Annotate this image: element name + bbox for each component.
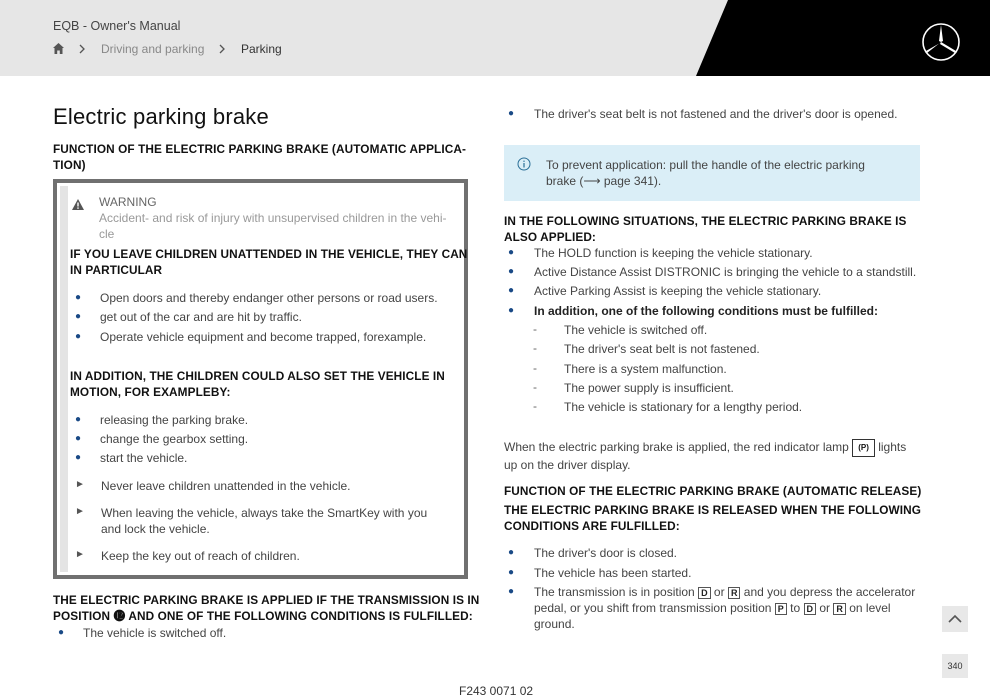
bullet-dot: ● [508,547,515,558]
breadcrumb-parking: Parking [241,42,282,56]
bullet-dot: ● [58,627,65,638]
list-item-transmission: The transmission is in position D or R and you depress the accelerator pedal, or you shift from transmission position P to D or R on level ground. [534,585,916,631]
list-item: The vehicle is switched off. [83,626,227,640]
page-title: Electric parking brake [53,104,269,129]
dash-marker: - [533,322,537,336]
section-heading-automatic-release: FUNCTION OF THE ELECTRIC PARKING BRAKE (AUTOMATIC RELEASE) [504,484,922,498]
dash-marker: - [533,399,537,413]
section-subheading-released: THE ELECTRIC PARKING BRAKE IS RELEASED WHEN THE FOLLOWING CONDITIONS ARE FULFILLED: [504,503,922,533]
section-heading-also-applied: IN THE FOLLOWING SITUATIONS, THE ELECTRIC PARKING BRAKE IS ALSO APPLIED: [504,214,907,244]
condition-item: The vehicle is switched off. [564,323,708,337]
condition-item: The power supply is insufficient. [564,381,734,395]
list-item: change the gearbox setting. [100,432,249,446]
manual-title: EQB - Owner's Manual [53,19,181,33]
list-item-bold: In addition, one of the following conditions must be fulfilled: [534,304,878,318]
chevron-right-icon [79,44,85,54]
scroll-to-top-button[interactable] [942,606,968,632]
action-item: When leaving the vehicle, always take the SmartKey with you and lock the vehicle. [101,506,428,536]
figure-code: F243 0071 02 [459,684,534,698]
warning-subheading-motion: IN ADDITION, THE CHILDREN COULD ALSO SET THE VEHICLE IN MOTION, FOR EXAMPLEBY: [70,369,445,399]
list-item: start the vehicle. [100,451,188,465]
indicator-lamp-paragraph: When the electric parking brake is applied, the red indicator lamp (P) lights up on the driver display. [504,440,907,472]
bullet-dot: ● [508,247,515,258]
gear-d-key: D [804,603,817,615]
condition-item: There is a system malfunction. [564,362,727,376]
header-bar [0,0,990,76]
action-arrow-icon: ► [75,479,85,490]
gear-p-key: P [775,603,787,615]
condition-item: The driver's seat belt is not fastened. [564,342,760,356]
page-number-button[interactable]: 340 [942,654,968,678]
bullet-dot: ● [75,414,82,425]
list-item: The vehicle has been started. [534,566,692,580]
gear-r-key: R [833,603,846,615]
bullet-dot: ● [508,285,515,296]
info-text[interactable]: To prevent application: pull the handle of the electric parking brake (⟶ page 341). [546,158,865,188]
bullet-dot: ● [75,331,82,342]
list-item: releasing the parking brake. [100,413,249,427]
mercedes-star-logo[interactable] [921,22,961,62]
gear-r-key: R [728,587,741,599]
bullet-dot: ● [508,567,515,578]
breadcrumb-driving-and-parking[interactable]: Driving and parking [101,42,205,56]
warning-subheading-unattended: IF YOU LEAVE CHILDREN UNATTENDED IN THE VEHICLE, THEY CAN IN PARTICULAR [70,247,468,277]
dash-marker: - [533,341,537,355]
condition-item: The vehicle is stationary for a lengthy period. [564,400,803,414]
warning-text: Accident- and risk of injury with unsupervised children in the vehi- cle [99,211,447,241]
bullet-dot: ● [75,452,82,463]
dash-marker: - [533,380,537,394]
list-item: Operate vehicle equipment and become trapped, forexample. [100,330,427,344]
list-item: The driver's seat belt is not fastened and the driver's door is opened. [534,107,898,121]
bullet-dot: ● [508,305,515,316]
bullet-dot: ● [508,266,515,277]
action-arrow-icon: ► [75,506,85,517]
bullet-dot: ● [75,292,82,303]
warning-triangle-icon [71,198,85,211]
parking-brake-lamp-icon: (P) [852,439,875,457]
section-heading-automatic-application: FUNCTION OF THE ELECTRIC PARKING BRAKE (AUTOMATIC APPLICA- TION) [53,142,466,172]
list-item: Open doors and thereby endanger other persons or road users. [100,291,438,305]
bullet-dot: ● [75,311,82,322]
list-item: The driver's door is closed. [534,546,678,560]
bullet-dot: ● [75,433,82,444]
bullet-dot: ● [508,586,515,597]
chevron-right-icon [219,44,225,54]
dash-marker: - [533,361,537,375]
section-heading-transmission: THE ELECTRIC PARKING BRAKE IS APPLIED IF THE TRANSMISSION IS IN POSITION ⓬ AND ONE OF THE FOLLOWING CONDITIONS IS FULFILLED: [53,593,480,623]
home-icon[interactable] [52,42,65,55]
warning-label: WARNING [99,195,157,209]
info-icon [517,157,531,171]
gear-d-key: D [698,587,711,599]
action-arrow-icon: ► [75,549,85,560]
list-item: Active Distance Assist DISTRONIC is bringing the vehicle to a standstill. [534,265,917,279]
list-item: The HOLD function is keeping the vehicle stationary. [534,246,813,260]
chevron-up-icon [942,606,968,632]
bullet-dot: ● [508,108,515,119]
warning-box-accent [60,186,68,572]
action-item: Keep the key out of reach of children. [101,549,300,563]
list-item: Active Parking Assist is keeping the vehicle stationary. [534,284,822,298]
action-item: Never leave children unattended in the vehicle. [101,479,351,493]
list-item: get out of the car and are hit by traffic. [100,310,302,324]
